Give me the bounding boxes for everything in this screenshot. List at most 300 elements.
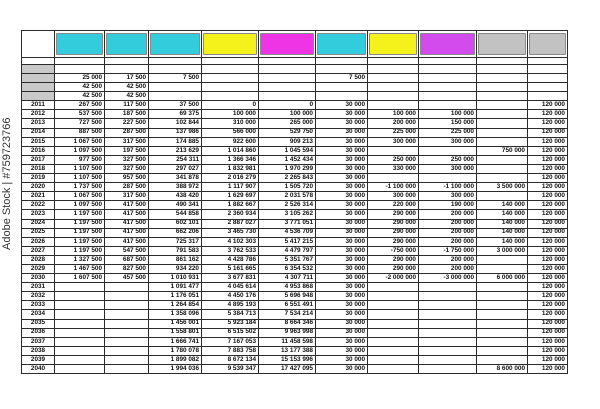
table-cell <box>477 346 528 355</box>
table-cell: 1 607 500 <box>55 274 105 283</box>
table-cell <box>477 301 528 310</box>
table-row <box>22 128 568 137</box>
table-cell <box>477 264 528 273</box>
table-cell: 544 858 <box>149 210 202 219</box>
table-cell: 30 000 <box>316 110 368 119</box>
table-cell: 2 887 027 <box>202 219 259 228</box>
column-header-7 <box>368 31 419 58</box>
table-row <box>22 346 568 355</box>
table-cell <box>316 83 368 92</box>
table-cell: 37 500 <box>149 101 202 110</box>
spreadsheet-table <box>21 30 568 374</box>
column-subheader-6 <box>316 58 368 65</box>
table-cell: 934 220 <box>149 264 202 273</box>
table-cell: 30 000 <box>316 192 368 201</box>
table-cell: 3 465 730 <box>202 228 259 237</box>
table-cell <box>528 74 568 83</box>
table-cell <box>419 346 477 355</box>
table-cell: 200 000 <box>419 255 477 264</box>
table-cell: 417 500 <box>105 201 149 210</box>
table-cell: 0 <box>259 101 316 110</box>
table-cell: 120 000 <box>528 201 568 210</box>
table-cell: 140 000 <box>477 210 528 219</box>
year-cell: 2024 <box>22 219 55 228</box>
year-cell: 2038 <box>22 346 55 355</box>
table-cell <box>55 319 105 328</box>
table-cell: 287 500 <box>105 128 149 137</box>
table-cell: 791 583 <box>149 246 202 255</box>
table-cell: 4 450 176 <box>202 292 259 301</box>
table-row <box>22 355 568 364</box>
column-header-10 <box>528 31 568 58</box>
year-cell: 2032 <box>22 292 55 301</box>
table-cell: 861 162 <box>149 255 202 264</box>
table-row <box>22 274 568 283</box>
table-cell: 265 000 <box>259 119 316 128</box>
column-header-3 <box>149 31 202 58</box>
table-cell: 120 000 <box>528 264 568 273</box>
table-cell: 6 354 532 <box>259 264 316 273</box>
year-cell: 2029 <box>22 264 55 273</box>
table-cell: 490 341 <box>149 201 202 210</box>
table-cell: 120 000 <box>528 301 568 310</box>
table-cell: 290 000 <box>368 264 419 273</box>
table-cell <box>202 74 259 83</box>
table-cell: 4 045 614 <box>202 283 259 292</box>
table-row <box>22 264 568 273</box>
table-row <box>22 155 568 164</box>
table-cell: 457 500 <box>105 274 149 283</box>
table-cell: 6 000 000 <box>477 274 528 283</box>
table-cell <box>55 301 105 310</box>
table-cell: 120 000 <box>528 319 568 328</box>
table-cell: 30 000 <box>316 319 368 328</box>
table-cell: 6 515 502 <box>202 328 259 337</box>
table-cell: 30 000 <box>316 355 368 364</box>
table-cell: 1 197 500 <box>55 219 105 228</box>
table-cell <box>419 146 477 155</box>
table-cell <box>419 83 477 92</box>
table-row <box>22 174 568 183</box>
table-cell: 30 000 <box>316 237 368 246</box>
table-row <box>22 192 568 201</box>
table-row <box>22 365 568 374</box>
table-cell: 8 600 000 <box>477 365 528 374</box>
table-cell: 25 000 <box>55 74 105 83</box>
table-row <box>22 92 568 101</box>
table-cell: 327 500 <box>105 155 149 164</box>
table-cell: 725 317 <box>149 237 202 246</box>
table-cell: 30 000 <box>316 210 368 219</box>
table-cell: 290 000 <box>368 219 419 228</box>
table-cell: 220 000 <box>368 201 419 210</box>
table-cell: 42 500 <box>55 83 105 92</box>
table-cell: 1 097 500 <box>55 201 105 210</box>
spacer-cell <box>259 65 316 74</box>
table-cell: -2 000 000 <box>368 274 419 283</box>
table-cell: 30 000 <box>316 219 368 228</box>
table-cell: 120 000 <box>528 192 568 201</box>
table-cell: 120 000 <box>528 146 568 155</box>
table-cell: 8 672 134 <box>202 355 259 364</box>
table-cell: 30 000 <box>316 164 368 173</box>
table-cell: 300 000 <box>368 137 419 146</box>
table-cell: 30 000 <box>316 346 368 355</box>
table-cell <box>419 174 477 183</box>
table-cell: 1 197 500 <box>55 237 105 246</box>
table-cell: 30 000 <box>316 274 368 283</box>
table-cell: 120 000 <box>528 137 568 146</box>
table-cell: 30 000 <box>316 183 368 192</box>
table-cell <box>105 292 149 301</box>
table-cell: 9 539 347 <box>202 365 259 374</box>
table-cell: 5 351 767 <box>259 255 316 264</box>
table-cell: 120 000 <box>528 101 568 110</box>
table-cell: 3 105 262 <box>259 210 316 219</box>
table-cell: 250 000 <box>368 155 419 164</box>
table-cell: 120 000 <box>528 365 568 374</box>
table-cell: 225 000 <box>368 128 419 137</box>
table-cell <box>477 164 528 173</box>
column-subheader-5 <box>259 58 316 65</box>
table-cell <box>368 83 419 92</box>
table-cell <box>55 346 105 355</box>
table-cell: 137 986 <box>149 128 202 137</box>
column-subheader-7 <box>368 58 419 65</box>
column-subheader-10 <box>528 58 568 65</box>
table-cell: 1 882 667 <box>202 201 259 210</box>
table-cell: 30 000 <box>316 283 368 292</box>
table-cell: 2 360 934 <box>202 210 259 219</box>
table-cell: 200 000 <box>368 119 419 128</box>
table-cell: 529 750 <box>259 128 316 137</box>
table-cell: 42 500 <box>105 92 149 101</box>
table-cell: 3 500 000 <box>477 183 528 192</box>
table-cell <box>105 355 149 364</box>
year-cell: 2016 <box>22 146 55 155</box>
table-row <box>22 146 568 155</box>
table-cell: 120 000 <box>528 246 568 255</box>
table-cell: 30 000 <box>316 128 368 137</box>
table-cell: 197 500 <box>105 146 149 155</box>
table-cell <box>105 301 149 310</box>
table-cell: 120 000 <box>528 228 568 237</box>
table-cell: 30 000 <box>316 119 368 128</box>
table-cell: 2 265 843 <box>259 174 316 183</box>
spacer-cell <box>55 65 105 74</box>
table-cell <box>368 310 419 319</box>
table-cell: 30 000 <box>316 264 368 273</box>
table-cell <box>419 92 477 101</box>
table-cell <box>477 292 528 301</box>
table-cell <box>105 337 149 346</box>
table-cell: 30 000 <box>316 201 368 210</box>
table-cell: 388 972 <box>149 183 202 192</box>
table-cell: 30 000 <box>316 146 368 155</box>
table-row <box>22 101 568 110</box>
table-cell: 102 844 <box>149 119 202 128</box>
year-cell: 2014 <box>22 128 55 137</box>
table-cell <box>368 101 419 110</box>
column-header-4 <box>202 31 259 58</box>
table-cell: 9 963 998 <box>259 328 316 337</box>
column-subheader-8 <box>419 58 477 65</box>
table-cell <box>477 92 528 101</box>
table-cell <box>368 174 419 183</box>
table-cell <box>259 83 316 92</box>
table-cell: 2 016 279 <box>202 174 259 183</box>
table-cell: -3 000 000 <box>419 274 477 283</box>
column-subheader-9 <box>477 58 528 65</box>
table-cell: 977 500 <box>55 155 105 164</box>
table-cell: 1 107 500 <box>55 174 105 183</box>
table-cell <box>55 355 105 364</box>
table-cell: 200 000 <box>419 219 477 228</box>
table-cell: 4 428 786 <box>202 255 259 264</box>
year-cell: 2028 <box>22 255 55 264</box>
year-cell: 2022 <box>22 201 55 210</box>
table-cell <box>259 92 316 101</box>
table-row <box>22 219 568 228</box>
table-cell <box>368 328 419 337</box>
table-cell: 1 197 500 <box>55 210 105 219</box>
table-cell: 120 000 <box>528 164 568 173</box>
year-cell: 2030 <box>22 274 55 283</box>
table-cell <box>419 283 477 292</box>
table-cell <box>202 83 259 92</box>
table-cell: -1 750 000 <box>419 246 477 255</box>
table-cell: 30 000 <box>316 301 368 310</box>
table-row <box>22 310 568 319</box>
table-cell: 317 500 <box>105 137 149 146</box>
table-cell <box>105 365 149 374</box>
table-cell: 15 153 996 <box>259 355 316 364</box>
table-cell <box>368 319 419 328</box>
table-cell: 200 000 <box>419 237 477 246</box>
year-cell <box>22 74 55 83</box>
spacer-cell <box>149 65 202 74</box>
year-cell <box>22 92 55 101</box>
year-cell: 2031 <box>22 283 55 292</box>
table-row <box>22 164 568 173</box>
table-cell: 1 899 082 <box>149 355 202 364</box>
table-cell <box>419 328 477 337</box>
table-cell <box>259 74 316 83</box>
table-cell <box>419 74 477 83</box>
table-cell <box>477 283 528 292</box>
table-cell: 120 000 <box>528 128 568 137</box>
year-cell <box>22 83 55 92</box>
table-cell: 117 500 <box>105 101 149 110</box>
table-cell: 1 045 594 <box>259 146 316 155</box>
table-row <box>22 255 568 264</box>
header-color-block <box>260 33 314 55</box>
spacer-cell <box>105 65 149 74</box>
table-row <box>22 292 568 301</box>
table-cell: 3 000 000 <box>477 246 528 255</box>
table-cell: 30 000 <box>316 310 368 319</box>
table-cell: 69 375 <box>149 110 202 119</box>
table-cell: 300 000 <box>368 192 419 201</box>
year-cell: 2034 <box>22 310 55 319</box>
table-cell: 5 417 215 <box>259 237 316 246</box>
table-cell: 417 500 <box>105 228 149 237</box>
table-cell: 7 883 758 <box>202 346 259 355</box>
table-cell: 30 000 <box>316 101 368 110</box>
table-cell: 140 000 <box>477 228 528 237</box>
table-cell: 30 000 <box>316 328 368 337</box>
table-cell: 140 000 <box>477 237 528 246</box>
table-cell <box>368 292 419 301</box>
table-cell: 150 000 <box>419 119 477 128</box>
table-cell: 120 000 <box>528 310 568 319</box>
table-row <box>22 119 568 128</box>
table-cell: 1 010 931 <box>149 274 202 283</box>
table-cell: 225 000 <box>419 128 477 137</box>
table-cell <box>55 365 105 374</box>
table-cell: -750 000 <box>368 246 419 255</box>
column-header-2 <box>105 31 149 58</box>
year-cell: 2011 <box>22 101 55 110</box>
table-cell: 602 101 <box>149 219 202 228</box>
spacer-cell <box>316 65 368 74</box>
table-cell: 1 264 854 <box>149 301 202 310</box>
table-row <box>22 246 568 255</box>
table-cell: 267 500 <box>55 101 105 110</box>
column-header-1 <box>55 31 105 58</box>
table-cell: 100 000 <box>368 110 419 119</box>
year-cell: 2037 <box>22 337 55 346</box>
subheader-row <box>22 58 568 65</box>
year-cell: 2019 <box>22 174 55 183</box>
table-cell: 290 000 <box>368 228 419 237</box>
table-cell: 887 500 <box>55 128 105 137</box>
header-color-block <box>529 33 566 55</box>
table-cell: 100 000 <box>202 110 259 119</box>
table-row <box>22 137 568 146</box>
column-header-8 <box>419 31 477 58</box>
table-cell <box>316 92 368 101</box>
table-cell: 547 500 <box>105 246 149 255</box>
table-cell: 1 067 500 <box>55 192 105 201</box>
spacer-cell <box>528 65 568 74</box>
table-cell: 120 000 <box>528 255 568 264</box>
table-cell: 120 000 <box>528 155 568 164</box>
table-cell <box>105 319 149 328</box>
table-cell: 1 107 500 <box>55 164 105 173</box>
table-cell <box>477 83 528 92</box>
table-cell: 120 000 <box>528 337 568 346</box>
table-cell: 909 213 <box>259 137 316 146</box>
table-cell: 310 000 <box>202 119 259 128</box>
table-cell <box>477 192 528 201</box>
table-cell <box>368 355 419 364</box>
table-cell: 30 000 <box>316 228 368 237</box>
table-cell <box>419 365 477 374</box>
table-cell: 1 014 860 <box>202 146 259 155</box>
year-cell: 2036 <box>22 328 55 337</box>
table-cell: 200 000 <box>419 210 477 219</box>
table-cell: 5 696 948 <box>259 292 316 301</box>
spacer-cell <box>477 65 528 74</box>
table-row <box>22 210 568 219</box>
year-cell <box>22 65 55 74</box>
year-cell: 2033 <box>22 301 55 310</box>
table-cell: 1 467 500 <box>55 264 105 273</box>
table-cell: 1 505 720 <box>259 183 316 192</box>
table-cell <box>419 319 477 328</box>
table-cell <box>477 155 528 164</box>
header-color-block <box>369 33 417 55</box>
table-cell: 1 097 500 <box>55 146 105 155</box>
table-row <box>22 337 568 346</box>
table-cell: 341 878 <box>149 174 202 183</box>
table-row <box>22 283 568 292</box>
table-cell: 30 000 <box>316 137 368 146</box>
table-cell: 120 000 <box>528 110 568 119</box>
table-cell <box>477 174 528 183</box>
table-cell: 0 <box>202 101 259 110</box>
table-cell: 922 600 <box>202 137 259 146</box>
table-cell: 5 161 665 <box>202 264 259 273</box>
table-cell <box>477 137 528 146</box>
table-cell <box>477 319 528 328</box>
table-cell: 1 091 477 <box>149 283 202 292</box>
column-header-6 <box>316 31 368 58</box>
table-cell: 17 500 <box>105 74 149 83</box>
table-cell: 327 500 <box>105 164 149 173</box>
table-cell: 1 629 697 <box>202 192 259 201</box>
year-cell: 2020 <box>22 183 55 192</box>
table-cell: 1 327 500 <box>55 255 105 264</box>
table-cell: 4 102 303 <box>202 237 259 246</box>
table-cell: 300 000 <box>419 192 477 201</box>
table-cell: 1 176 051 <box>149 292 202 301</box>
column-subheader-1 <box>55 58 105 65</box>
table-cell <box>368 365 419 374</box>
table-cell: 5 384 713 <box>202 310 259 319</box>
table-row <box>22 74 568 83</box>
table-cell: 1 832 981 <box>202 164 259 173</box>
table-cell: 30 000 <box>316 246 368 255</box>
table-cell: 250 000 <box>419 155 477 164</box>
table-cell: 120 000 <box>528 346 568 355</box>
year-cell: 2012 <box>22 110 55 119</box>
header-color-block <box>420 33 475 55</box>
table-cell: 7 500 <box>149 74 202 83</box>
table-cell: 140 000 <box>477 219 528 228</box>
table-cell <box>55 337 105 346</box>
table-cell: 827 500 <box>105 264 149 273</box>
table-cell <box>419 301 477 310</box>
table-cell <box>477 355 528 364</box>
table-cell: 290 000 <box>368 255 419 264</box>
table-cell: 5 923 184 <box>202 319 259 328</box>
table-cell: 1 970 299 <box>259 164 316 173</box>
header-color-block <box>478 33 526 55</box>
table-cell: 290 000 <box>368 210 419 219</box>
table-cell: 4 479 797 <box>259 246 316 255</box>
table-cell: 174 885 <box>149 137 202 146</box>
table-cell: 30 000 <box>316 292 368 301</box>
table-cell: 13 177 388 <box>259 346 316 355</box>
table-cell: 300 000 <box>419 164 477 173</box>
header-color-block <box>150 33 200 55</box>
table-cell <box>368 92 419 101</box>
table-cell: 1 197 500 <box>55 246 105 255</box>
table-cell: 4 307 711 <box>259 274 316 283</box>
table-cell: 120 000 <box>528 183 568 192</box>
